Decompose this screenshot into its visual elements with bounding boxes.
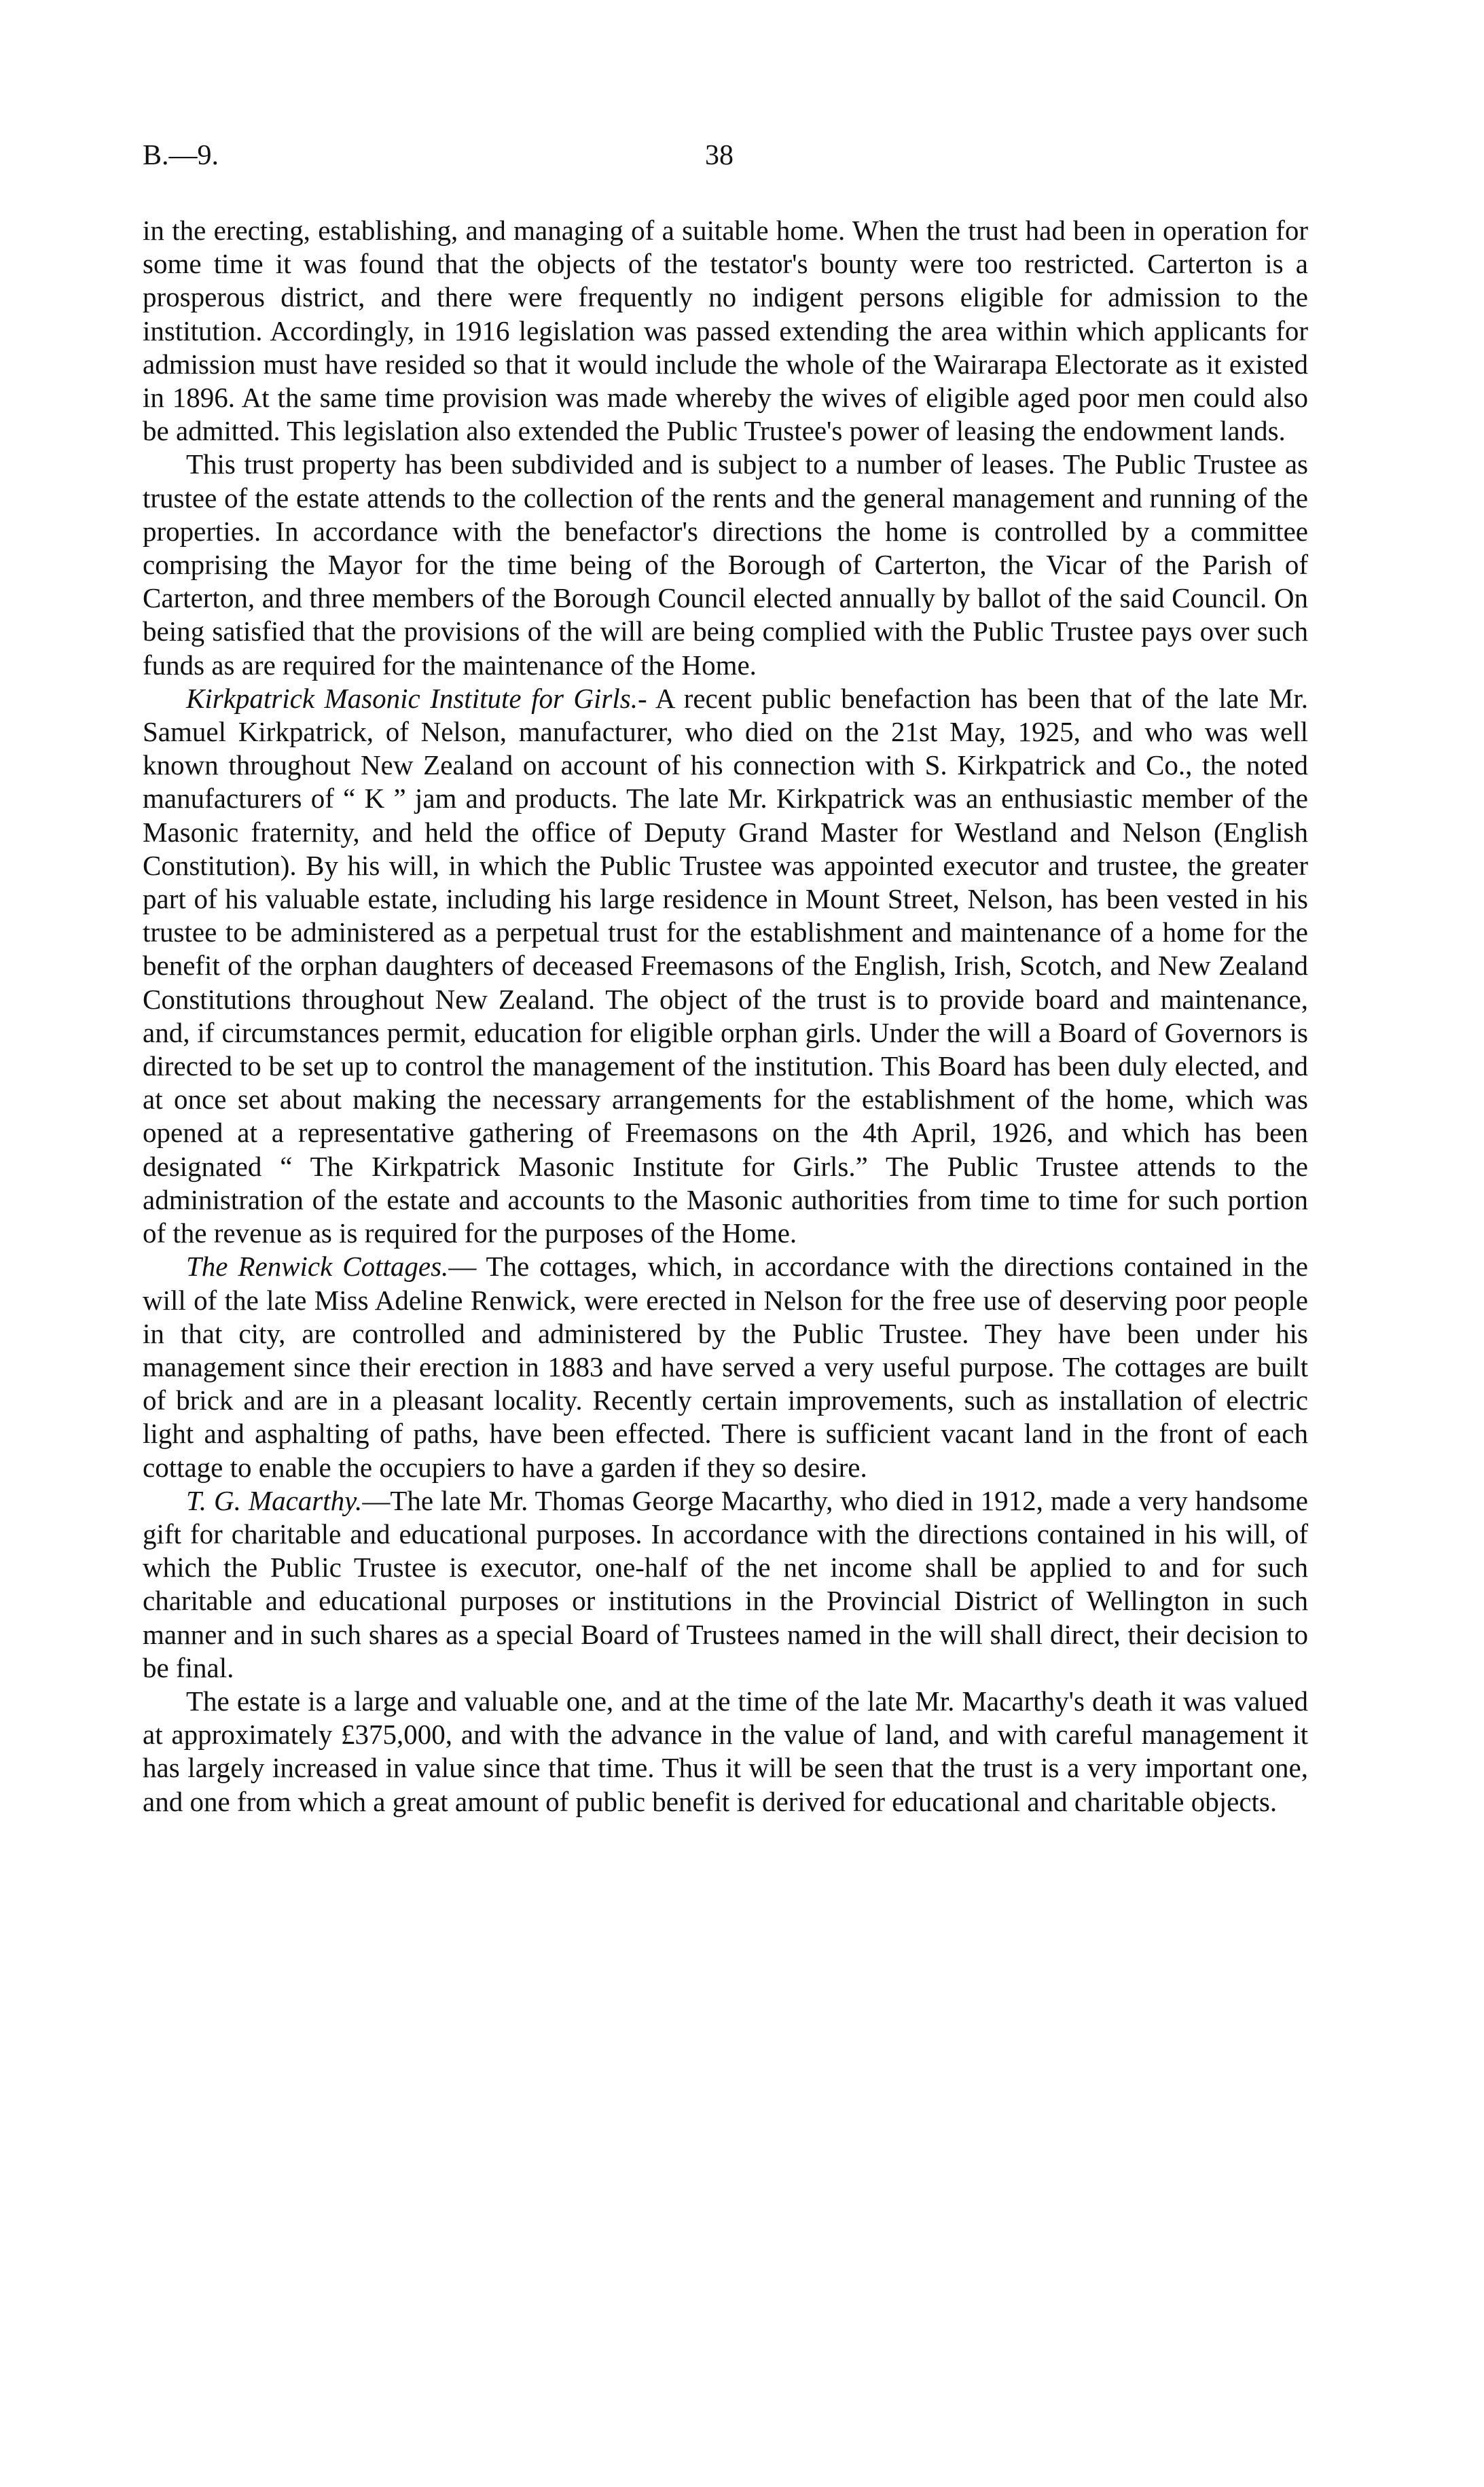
paragraph-carterton-leases bbox=[143, 448, 1308, 681]
paragraph-macarthy-estate bbox=[143, 1685, 1308, 1819]
paragraph-text: — The cottages, which, in accordance with the directions contained in the will of the late Miss Adeline Renwick, were erected in Nelson for the free use of deserving poor people in that city, are controlled and administered by the Public Trustee. They have been under his management since their erection in 1883 and have served a very useful purpose. The cottages are built of brick and are in a pleasant locality. Recently certain improvements, such as installation of electric light and asphalting of paths, have been effected. There is sufficient vacant land in the front of each cottage to enable the occupiers to have a garden if they so desire. bbox=[143, 1251, 1308, 1483]
paragraph-text: This trust property has been subdivided and is subject to a number of leases. The Public Trustee as trustee of the estate attends to the collection of the rents and the general management and running of the properties. In accordance with the benefactor's directions the home is controlled by a committee comprising the Mayor for the time being of the Borough of Carterton, the Vicar of the Parish of Carterton, and three members of the Borough Council elected annually by ballot of the said Council. On being satisfied that the provisions of the will are being complied with the Public Trustee pays over such funds as are required for the maintenance of the Home. bbox=[143, 448, 1308, 681]
paragraph-text: —The late Mr. Thomas George Macarthy, who died in 1912, made a very handsome gift for charitable and educational purposes. In accordance with the directions contained in his will, of which the Public Trustee is executor, one-half of the net income shall be applied to and for such charitable and educational purposes or institutions in the Provincial District of Wellington in such manner and in such shares as a special Board of Trustees named in the will shall direct, their decision to be final. bbox=[143, 1484, 1308, 1683]
document-body bbox=[143, 214, 1308, 1819]
page-header bbox=[143, 139, 1308, 180]
paragraph-text: - A recent public benefaction has been that of the late Mr. Samuel Kirkpatrick, of Nelson, manufacturer, who died on the 21st May, 1925, and who was well known throughout New Zealand on account of his connection with S. Kirkpatrick and Co., the noted manufacturers of “ K ” jam and products. The late Mr. Kirkpatrick was an enthusiastic member of the Masonic fraternity, and held the office of Deputy Grand Master for Westland and Nelson (English Constitution). By his will, in which the Public Trustee was appointed executor and trustee, the greater part of his valuable estate, including his large residence in Mount Street, Nelson, has been vested in his trustee to be administered as a perpetual trust for the establishment and maintenance of a home for the benefit of the orphan daughters of deceased Freemasons of the English, Irish, Scotch, and New Zealand Constitutions throughout New Zealand. The object of the trust is to provide board and maintenance, and, if circumstances permit, education for eligible orphan girls. Under the will a Board of Governors is directed to be set up to control the management of the institution. This Board has been duly elected, and at once set about making the necessary arrangements for the establishment of the home, which was opened at a representative gathering of Freemasons on the 4th April, 1926, and which has been designated “ The Kirkpatrick Masonic Institute for Girls.” The Public Trustee attends to the administration of the estate and accounts to the Masonic authorities from time to time for such portion of the revenue as is required for the purposes of the Home. bbox=[143, 682, 1308, 1249]
paragraph-text: The estate is a large and valuable one, and at the time of the late Mr. Macarthy's death it was valued at approximately £375,000, and with the advance in the value of land, and with careful management it has largely increased in value since that time. Thus it will be seen that the trust is a very important one, and one from which a great amount of public benefit is derived for educational and charitable objects. bbox=[143, 1685, 1308, 1817]
section-heading: Kirkpatrick Masonic Institute for Girls. bbox=[186, 682, 638, 714]
section-heading: The Renwick Cottages. bbox=[186, 1251, 449, 1283]
paragraph-kirkpatrick-institute bbox=[143, 682, 1308, 1250]
document-reference: B.—9. bbox=[143, 140, 219, 171]
page-number: 38 bbox=[705, 140, 734, 171]
paragraph-renwick-cottages bbox=[143, 1250, 1308, 1484]
paragraph-carterton-home-continued bbox=[143, 214, 1308, 448]
paragraph-macarthy bbox=[143, 1484, 1308, 1685]
section-heading: T. G. Macarthy. bbox=[186, 1484, 363, 1516]
paragraph-text: in the erecting, establishing, and managing of a suitable home. When the trust had been in operation for some time it was found that the objects of the testator's bounty were too restricted. Carterton is a prosperous district, and there were frequently no indigent persons eligible for admission to the institution. Accordingly, in 1916 legislation was passed extending the area within which applicants for admission must have resided so that it would include the whole of the Wairarapa Electorate as it existed in 1896. At the same time provision was made whereby the wives of eligible aged poor men could also be admitted. This legislation also extended the Public Trustee's power of leasing the endowment lands. bbox=[143, 215, 1308, 447]
